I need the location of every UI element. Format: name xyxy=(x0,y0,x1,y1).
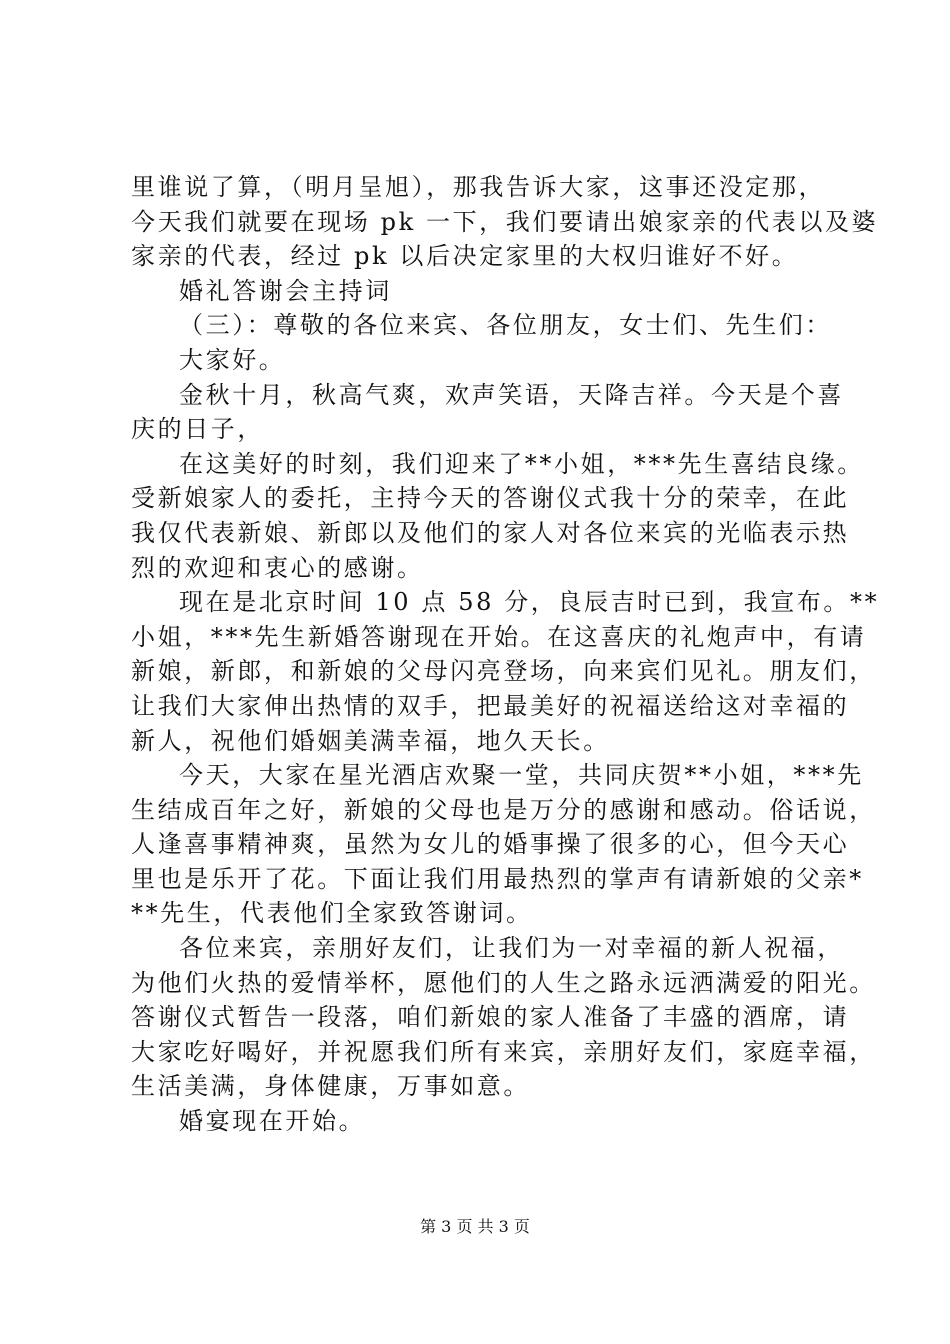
text-line: 为他们火热的爱情举杯，愿他们的人生之路永远洒满爱的阳光。 xyxy=(131,968,876,997)
text-line: 小姐，***先生新婚答谢现在开始。在这喜庆的礼炮声中，有请 xyxy=(131,622,867,651)
page-number-footer: 第 3 页 共 3 页 xyxy=(420,1217,530,1236)
text-line: 生结成百年之好，新娘的父母也是万分的感谢和感动。俗话说， xyxy=(131,795,876,824)
text-line: 大家好。 xyxy=(179,345,286,374)
text-line: 今天，大家在星光酒店欢聚一堂，共同庆贺**小姐，***先 xyxy=(179,761,864,790)
text-line: 生活美满，身体健康，万事如意。 xyxy=(131,1072,530,1101)
text-line: 新人，祝他们婚姻美满幸福，地久天长。 xyxy=(131,726,610,755)
text-line: 各位来宾，亲朋好友们，让我们为一对幸福的新人祝福， xyxy=(179,934,844,963)
text-line: （三）：尊敬的各位来宾、各位朋友，女士们、先生们： xyxy=(179,311,832,340)
text-line: 我仅代表新娘、新郎以及他们的家人对各位来宾的光临表示热 xyxy=(131,518,850,547)
text-line: 大家吃好喝好，并祝愿我们所有来宾，亲朋好友们，家庭幸福， xyxy=(131,1037,876,1066)
text-line: **先生，代表他们全家致答谢词。 xyxy=(131,899,533,928)
text-line: 人逢喜事精神爽，虽然为女儿的婚事操了很多的心，但今天心 xyxy=(131,830,850,859)
section-heading: 婚礼答谢会主持词 xyxy=(179,276,392,305)
document-body xyxy=(131,170,880,1139)
text-line: 受新娘家人的委托，主持今天的答谢仪式我十分的荣幸，在此 xyxy=(131,484,850,513)
text-line: 里也是乐开了花。下面让我们用最热烈的掌声有请新娘的父亲* xyxy=(131,864,864,893)
text-line: 答谢仪式暂告一段落，咱们新娘的家人准备了丰盛的酒席，请 xyxy=(131,1003,850,1032)
text-line: 婚宴现在开始。 xyxy=(179,1107,366,1136)
text-line: 金秋十月，秋高气爽，欢声笑语，天降吉祥。今天是个喜 xyxy=(179,380,844,409)
text-line: 家亲的代表，经过 pk 以后决定家里的大权归谁好不好。 xyxy=(131,242,799,271)
text-line: 烈的欢迎和衷心的感谢。 xyxy=(131,553,424,582)
text-line: 今天我们就要在现场 pk 一下，我们要请出娘家亲的代表以及婆 xyxy=(131,207,879,236)
text-line: 里谁说了算，（明月呈旭），那我告诉大家，这事还没定那， xyxy=(131,173,826,201)
text-line: 新娘，新郎，和新娘的父母闪亮登场，向来宾们见礼。朋友们， xyxy=(131,657,876,686)
text-line: 庆的日子， xyxy=(131,415,264,444)
text-line: 让我们大家伸出热情的双手，把最美好的祝福送给这对幸福的 xyxy=(131,691,850,720)
text-line: 在这美好的时刻，我们迎来了**小姐，***先生喜结良缘。 xyxy=(179,449,864,478)
text-line: 现在是北京时间 10 点 58 分，良辰吉时已到，我宣布。** xyxy=(179,588,880,617)
